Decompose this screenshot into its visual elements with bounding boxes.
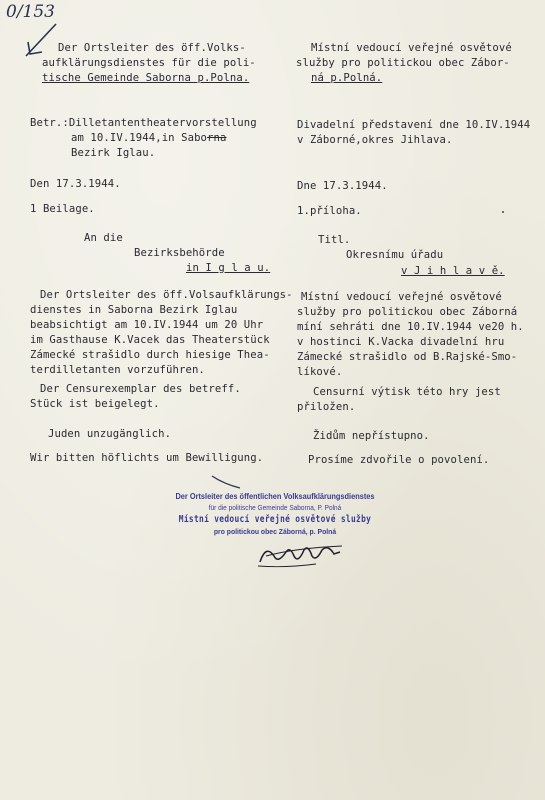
- stamp-line4: pro politickou obec Záborná, p. Polná: [213, 527, 337, 536]
- left-subject-line3: Bezirk Iglau.: [71, 147, 156, 159]
- right-body-line3: míní sehráti dne 10.IV.1944 ve20 h.: [297, 321, 524, 333]
- left-date: Den 17.3.1944.: [30, 178, 121, 190]
- left-addressee-line1: An die: [84, 232, 123, 244]
- right-addressee-line1: Titl.: [318, 234, 351, 246]
- left-subject-line1: Betr.:Dilletantentheatervorstellung: [30, 117, 257, 129]
- stamp-line3: Místní vedoucí veřejné osvětové služby: [178, 514, 372, 525]
- right-addressee-line2: Okresnímu úřadu: [346, 249, 444, 261]
- right-body-line8: přiložen.: [297, 401, 356, 413]
- right-addressee-line3: v J i h l a v ě.: [401, 265, 505, 277]
- right-body-line6: líkové.: [297, 366, 343, 378]
- left-body-line7: Der Censurexemplar des betreff.: [40, 383, 241, 395]
- left-body-line2: dienstes in Saborna Bezirk Iglau: [30, 304, 238, 316]
- stamp-line2: für die politische Gemeinde Saborna, P. Polná: [208, 503, 342, 512]
- stamp-line1: Der Ortsleiter des öffentlichen Volksaufklärungsdienstes: [175, 491, 375, 501]
- pencil-stroke: [210, 472, 250, 492]
- right-sender-line3: ná p.Polná.: [311, 72, 383, 84]
- right-enclosure: 1.příloha.: [297, 205, 362, 217]
- right-sender-line2: služby pro politickou obec Zábor-: [296, 57, 510, 69]
- left-body-line3: beabsichtigt am 10.IV.1944 um 20 Uhr: [30, 319, 264, 331]
- right-date: Dne 17.3.1944.: [297, 180, 388, 192]
- right-body-line4: v hostinci K.Vacka divadelní hru: [297, 336, 505, 348]
- archive-number: 0/153: [6, 2, 55, 22]
- left-sender-line1: Der Ortsleiter des öff.Volks-: [58, 42, 246, 54]
- left-subject-line2: am 10.IV.1944,in Saborna: [71, 132, 227, 144]
- left-body-line5: Zámecké strašidlo durch hiesige Thea-: [30, 349, 270, 361]
- right-body-line5: Zámecké strašidlo od B.Rajské-Smo-: [297, 351, 518, 363]
- official-stamp: [140, 491, 410, 537]
- right-subject-line1: Divadelní představení dne 10.IV.1944: [297, 119, 531, 131]
- left-body-line1: Der Ortsleiter des öff.Volsaufklärungs-: [40, 289, 293, 301]
- left-body-line4: im Gasthause K.Vacek das Theaterstück: [30, 334, 270, 346]
- left-enclosure: 1 Beilage.: [30, 203, 95, 215]
- right-body-line7: Censurní výtisk této hry jest: [313, 386, 501, 398]
- pencil-dot: [502, 211, 504, 213]
- left-sender-line3: tische Gemeinde Saborna p.Polna.: [42, 72, 250, 84]
- left-sender-line2: aufklärungsdienstes für die poli-: [42, 57, 256, 69]
- right-subject-line2: v Záborné,okres Jihlava.: [297, 134, 453, 146]
- left-body-line10: Wir bitten höflichts um Bewilligung.: [30, 452, 264, 464]
- right-body-line10: Prosíme zdvořile o povolení.: [308, 454, 490, 466]
- left-addressee-line2: Bezirksbehörde: [134, 247, 225, 259]
- right-body-line1: Místní vedoucí veřejné osvětové: [301, 291, 502, 303]
- right-sender-line1: Místní vedoucí veřejné osvětové: [311, 42, 512, 54]
- right-body-line2: služby pro politickou obec Záborná: [297, 306, 518, 318]
- left-body-line9: Juden unzugänglich.: [48, 428, 172, 440]
- left-addressee-line3: in I g l a u.: [186, 262, 271, 274]
- left-body-line6: terdilletanten vorzuführen.: [30, 364, 205, 376]
- right-body-line9: Židům nepřístupno.: [313, 430, 430, 442]
- pencil-check-mark: [22, 20, 62, 60]
- handwritten-signature: [256, 534, 346, 570]
- left-body-line8: Stück ist beigelegt.: [30, 398, 160, 410]
